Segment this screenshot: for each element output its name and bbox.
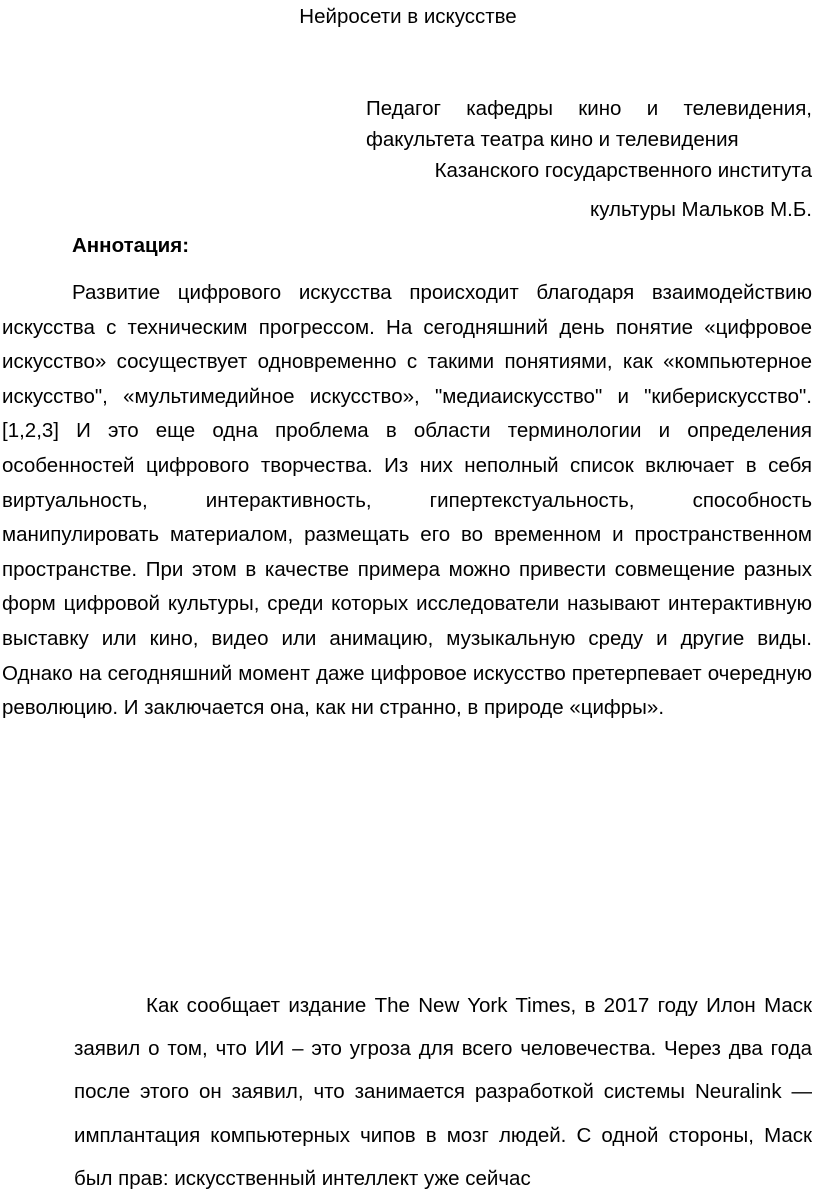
- author-line-position: Педагог кафедры кино и телевидения,: [366, 97, 812, 120]
- document-title: Нейросети в искусстве: [299, 5, 517, 28]
- author-block: [366, 93, 812, 225]
- annotation-heading: Аннотация:: [72, 234, 190, 257]
- author-line-institute: Казанского государственного института: [434, 159, 812, 182]
- author-line-faculty: факультета театра кино и телевидения: [366, 128, 739, 151]
- body-paragraph: Как сообщает издание The New York Times, в 2017 году Илон Маск заявил о том, что ИИ – это угроза для всего человечества. Через два года после этого он заявил, что занимается разработкой системы Neuralink — имплантация компьютерных чипов в мозг людей. С одной стороны, Маск был прав: искусственный интеллект уже сейчас: [74, 994, 812, 1190]
- abstract-paragraph: Развитие цифрового искусства происходит благодаря взаимодействию искусства с техническим прогрессом. На сегодняшний день понятие «цифровое искусство» сосуществует одновременно с такими понятиями, как «компьютерное искусство", «мультимедийное искусство», "медиаискусство" и "киберискусство". [1,2,3] И это еще одна проблема в области терминологии и определения особенностей цифрового творчества. Из них неполный список включает в себя виртуальность, интерактивность, гипертекстуальность, способность манипулировать материалом, размещать его во временном и пространственном пространстве. При этом в качестве примера можно привести совмещение разных форм цифровой культуры, среди которых исследователи называют интерактивную выставку или кино, видео или анимацию, музыкальную среду и другие виды. Однако на сегодняшний момент даже цифровое искусство претерпевает очередную революцию. И заключается она, как ни странно, в природе «цифры».: [2, 281, 812, 720]
- author-line-name: культуры Мальков М.Б.: [590, 198, 812, 221]
